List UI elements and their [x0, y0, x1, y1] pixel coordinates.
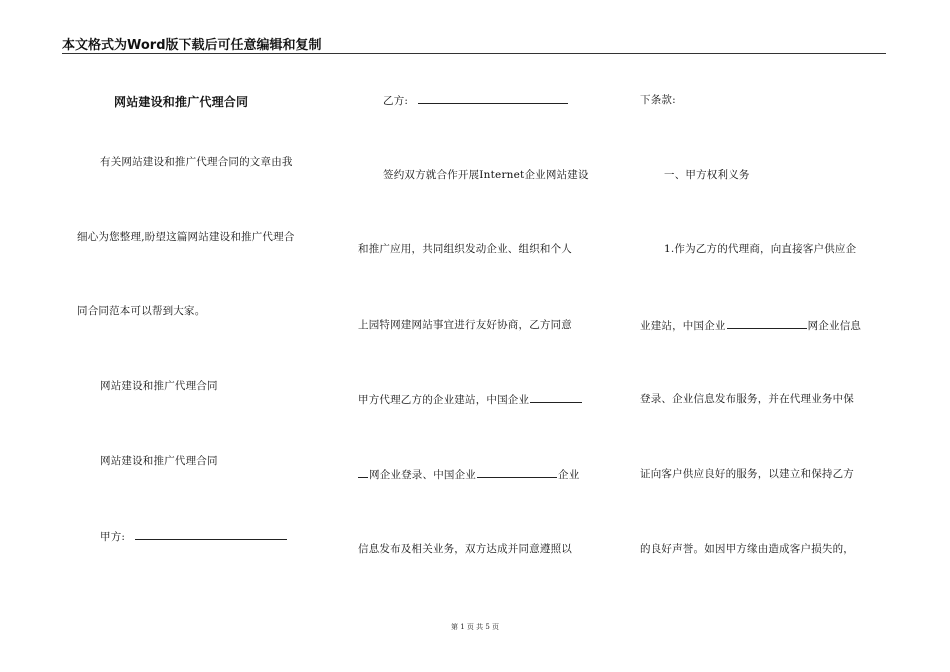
col2-line-5-lead-blank — [358, 467, 368, 478]
col2-line-6: 信息发布及相关业务，双方达成并同意遵照以 — [358, 543, 572, 555]
page-number: 第 1 页 共 5 页 — [450, 623, 500, 631]
party-b-blank — [418, 93, 568, 104]
col2-line-2: 和推广应用，共同组织发动企业、组织和个人 — [358, 243, 572, 255]
col3-line-3-text-b: 网企业信息 — [807, 320, 862, 332]
col3-line-2: 1.作为乙方的代理商，向直接客户供应企 — [664, 243, 857, 255]
col3-line-0: 下条款: — [640, 94, 676, 106]
col2-line-4-blank — [530, 392, 582, 403]
col3-line-5: 证向客户供应良好的服务，以建立和保持乙方 — [640, 468, 854, 480]
party-b-line — [383, 93, 569, 108]
col2-line-5-text-b: 企业 — [558, 469, 580, 481]
contract-title: 网站建设和推广代理合同 — [114, 95, 249, 109]
intro-line-2: 细心为您整理,盼望这篇网站建设和推广代理合 — [77, 231, 295, 243]
col2-line-4-text: 甲方代理乙方的企业建站，中国企业 — [358, 394, 530, 406]
party-a-line — [100, 529, 288, 544]
col2-line-1: 签约双方就合作开展Internet企业网站建设 — [383, 169, 589, 181]
col3-line-3-text-a: 业建站，中国企业 — [640, 320, 726, 332]
col2-line-3: 上园特网建网站事宜进行友好协商，乙方同意 — [358, 319, 572, 331]
document-header: 本文格式为Word版下载后可任意编辑和复制 — [62, 38, 322, 53]
intro-line-3: 同合同范本可以帮到大家。 — [77, 305, 206, 317]
col3-line-4: 登录、企业信息发布服务，并在代理业务中保 — [640, 393, 854, 405]
col3-heading: 一、甲方权利义务 — [664, 169, 750, 181]
col2-line-4 — [358, 392, 583, 407]
col3-line-3-blank — [727, 318, 807, 329]
party-b-label: 乙方: — [383, 95, 409, 107]
col2-line-5 — [358, 467, 579, 482]
header-divider — [62, 53, 886, 54]
party-a-label: 甲方: — [100, 531, 126, 543]
section-heading-1: 网站建设和推广代理合同 — [100, 380, 218, 392]
col2-line-5-text-a: 网企业登录、中国企业 — [369, 469, 476, 481]
section-heading-2: 网站建设和推广代理合同 — [100, 455, 218, 467]
party-a-blank — [135, 529, 287, 540]
col3-line-6: 的良好声誉。如因甲方缘由造成客户损失的， — [640, 543, 854, 555]
col3-line-3 — [640, 318, 861, 333]
intro-line-1: 有关网站建设和推广代理合同的文章由我 — [100, 156, 293, 168]
col2-line-5-blank — [477, 467, 557, 478]
